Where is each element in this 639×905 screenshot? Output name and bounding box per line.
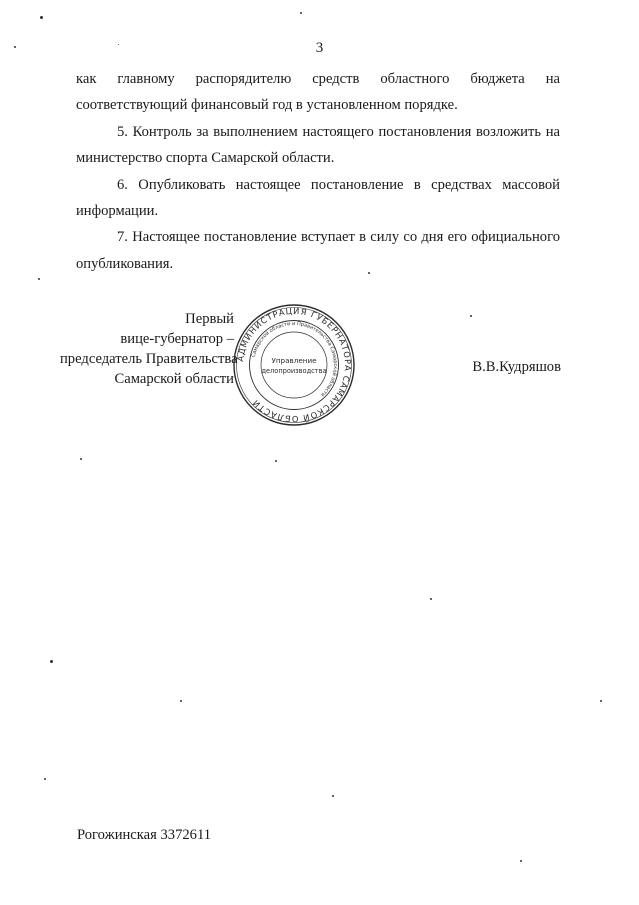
seal-center-line-2: делопроизводства: [261, 367, 327, 375]
paragraph-6-publish: 6. Опубликовать настоящее постановление в средствах массовой информации.: [76, 176, 560, 220]
scan-speck: [40, 16, 43, 19]
executor-footer: Рогожинская 3372611: [77, 827, 212, 843]
scan-speck: [180, 700, 182, 702]
scan-speck: [38, 278, 40, 280]
signatory-title-line-3: председатель Правительства: [60, 351, 238, 367]
scan-speck: [300, 12, 302, 14]
scan-speck: [80, 458, 82, 460]
scan-speck: [332, 795, 334, 797]
signer-name: В.В.Кудряшов: [472, 359, 561, 375]
scan-speck: [50, 660, 53, 663]
signatory-title: [60, 309, 238, 389]
signatory-title-line-2: вице-губернатор –: [120, 331, 234, 347]
scan-speck: [520, 860, 522, 862]
seal-inner-text: Самарской области и Правительства Самарской области: [250, 320, 339, 398]
scan-speck: [275, 460, 277, 462]
scan-speck: [44, 778, 46, 780]
official-seal: [232, 303, 356, 427]
scan-speck: [118, 44, 119, 45]
scan-speck: [430, 598, 432, 600]
seal-center-line-1: Управление: [271, 356, 317, 365]
scan-speck: [14, 46, 16, 48]
signatory-title-line-1: Первый: [185, 311, 234, 327]
document-body: [76, 66, 560, 277]
paragraph-5-control: 5. Контроль за выполнением настоящего постановления возложить на министерство спорта Самарской области.: [76, 123, 560, 167]
scan-speck: [600, 700, 602, 702]
scan-speck: [470, 315, 472, 317]
page-number: 3: [315, 40, 324, 56]
scan-speck: [368, 272, 370, 274]
signatory-title-line-4: Самарской области: [114, 371, 234, 387]
paragraph-7-effect: 7. Настоящее постановление вступает в силу со дня его официального опубликования.: [76, 229, 560, 272]
seal-outer-text: АДМИНИСТРАЦИЯ ГУБЕРНАТОРА САМАРСКОЙ ОБЛАСТИ: [235, 305, 354, 425]
paragraph-continuation: как главному распорядителю средств областного бюджета на соответствующий финансовый год в установленном порядке.: [76, 71, 560, 114]
